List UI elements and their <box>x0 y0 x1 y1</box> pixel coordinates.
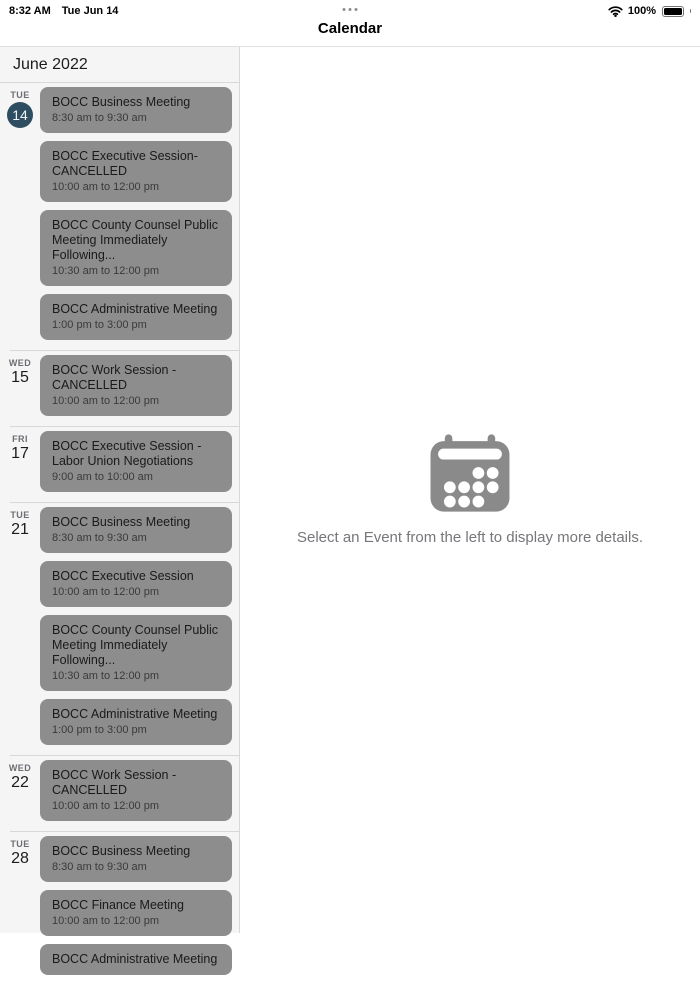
day-events <box>40 836 232 975</box>
event-title: BOCC Administrative Meeting <box>52 707 218 721</box>
day-label <box>0 431 40 492</box>
detail-placeholder-text: Select an Event from the left to display more details. <box>296 529 643 546</box>
day-label <box>0 760 40 821</box>
event-card[interactable] <box>40 431 232 492</box>
content-area <box>0 47 700 966</box>
day-events <box>40 507 232 745</box>
event-card[interactable] <box>40 944 232 975</box>
event-card[interactable] <box>40 210 232 286</box>
event-title: BOCC Work Session - CANCELLED <box>52 768 177 797</box>
event-time: 10:00 am to 12:00 pm <box>52 181 160 193</box>
event-title: BOCC Administrative Meeting <box>52 302 218 316</box>
battery-percent: 100% <box>627 5 656 17</box>
weekday-label: FRI <box>12 434 28 444</box>
day-group <box>0 350 239 426</box>
event-title: BOCC Business Meeting <box>52 95 191 109</box>
day-events <box>40 355 232 416</box>
event-card[interactable] <box>40 355 232 416</box>
page-title: Calendar <box>317 20 383 37</box>
event-sidebar <box>0 47 240 966</box>
day-number: 22 <box>11 774 29 791</box>
event-title: BOCC Business Meeting <box>52 515 191 529</box>
day-group <box>0 755 239 831</box>
event-card[interactable] <box>40 141 232 202</box>
event-list[interactable] <box>0 83 239 966</box>
event-time: 8:30 am to 9:30 am <box>52 532 147 544</box>
day-number: 14 <box>7 102 33 128</box>
event-time: 8:30 am to 9:30 am <box>52 112 147 124</box>
multitasking-indicator-icon[interactable] <box>343 8 358 11</box>
detail-panel <box>240 47 700 933</box>
event-card[interactable] <box>40 294 232 340</box>
event-title: BOCC Finance Meeting <box>52 898 185 912</box>
month-header: June 2022 <box>0 47 239 83</box>
event-time: 1:00 pm to 3:00 pm <box>52 319 147 331</box>
status-date: Tue Jun 14 <box>61 5 119 17</box>
day-label <box>0 355 40 416</box>
event-title: BOCC County Counsel Public Meeting Immediately Following... <box>52 218 219 262</box>
day-number: 21 <box>11 521 29 538</box>
event-card[interactable] <box>40 699 232 745</box>
day-events <box>40 87 232 340</box>
event-card[interactable] <box>40 507 232 553</box>
weekday-label: WED <box>8 763 32 773</box>
day-group <box>0 83 239 350</box>
weekday-label: TUE <box>10 839 30 849</box>
calendar-icon <box>428 434 512 512</box>
weekday-label: TUE <box>10 90 30 100</box>
event-time: 9:00 am to 10:00 am <box>52 471 153 483</box>
day-number: 17 <box>11 445 29 462</box>
event-time: 8:30 am to 9:30 am <box>52 861 147 873</box>
battery-nub-icon <box>690 9 692 13</box>
event-card[interactable] <box>40 760 232 821</box>
nav-bar <box>0 20 700 47</box>
event-card[interactable] <box>40 87 232 133</box>
day-events <box>40 760 232 821</box>
day-number: 15 <box>11 369 29 386</box>
event-time: 10:00 am to 12:00 pm <box>52 586 160 598</box>
battery-icon <box>662 6 684 17</box>
weekday-label: WED <box>8 358 32 368</box>
event-time: 10:00 am to 12:00 pm <box>52 800 160 812</box>
event-time: 10:00 am to 12:00 pm <box>52 915 160 927</box>
day-label <box>0 507 40 745</box>
event-time: 10:00 am to 12:00 pm <box>52 395 160 407</box>
day-group <box>0 426 239 502</box>
event-title: BOCC Business Meeting <box>52 844 191 858</box>
event-card[interactable] <box>40 615 232 691</box>
event-time: 10:30 am to 12:00 pm <box>52 670 160 682</box>
event-card[interactable] <box>40 890 232 936</box>
event-title: BOCC Executive Session - Labor Union Negotiations <box>52 439 202 468</box>
day-label <box>0 87 40 340</box>
event-time: 1:00 pm to 3:00 pm <box>52 724 147 736</box>
weekday-label: TUE <box>10 510 30 520</box>
event-title: BOCC Executive Session- CANCELLED <box>52 149 198 178</box>
status-time: 8:32 AM <box>9 5 51 17</box>
event-title: BOCC Work Session - CANCELLED <box>52 363 177 392</box>
day-group <box>0 502 239 755</box>
wifi-icon <box>608 6 623 17</box>
day-number: 28 <box>11 850 29 867</box>
event-card[interactable] <box>40 836 232 882</box>
event-title: BOCC Administrative Meeting <box>52 952 218 966</box>
day-events <box>40 431 232 492</box>
day-group <box>0 831 239 985</box>
day-label <box>0 836 40 975</box>
event-time: 10:30 am to 12:00 pm <box>52 265 160 277</box>
event-title: BOCC Executive Session <box>52 569 194 583</box>
event-card[interactable] <box>40 561 232 607</box>
event-title: BOCC County Counsel Public Meeting Immediately Following... <box>52 623 219 667</box>
